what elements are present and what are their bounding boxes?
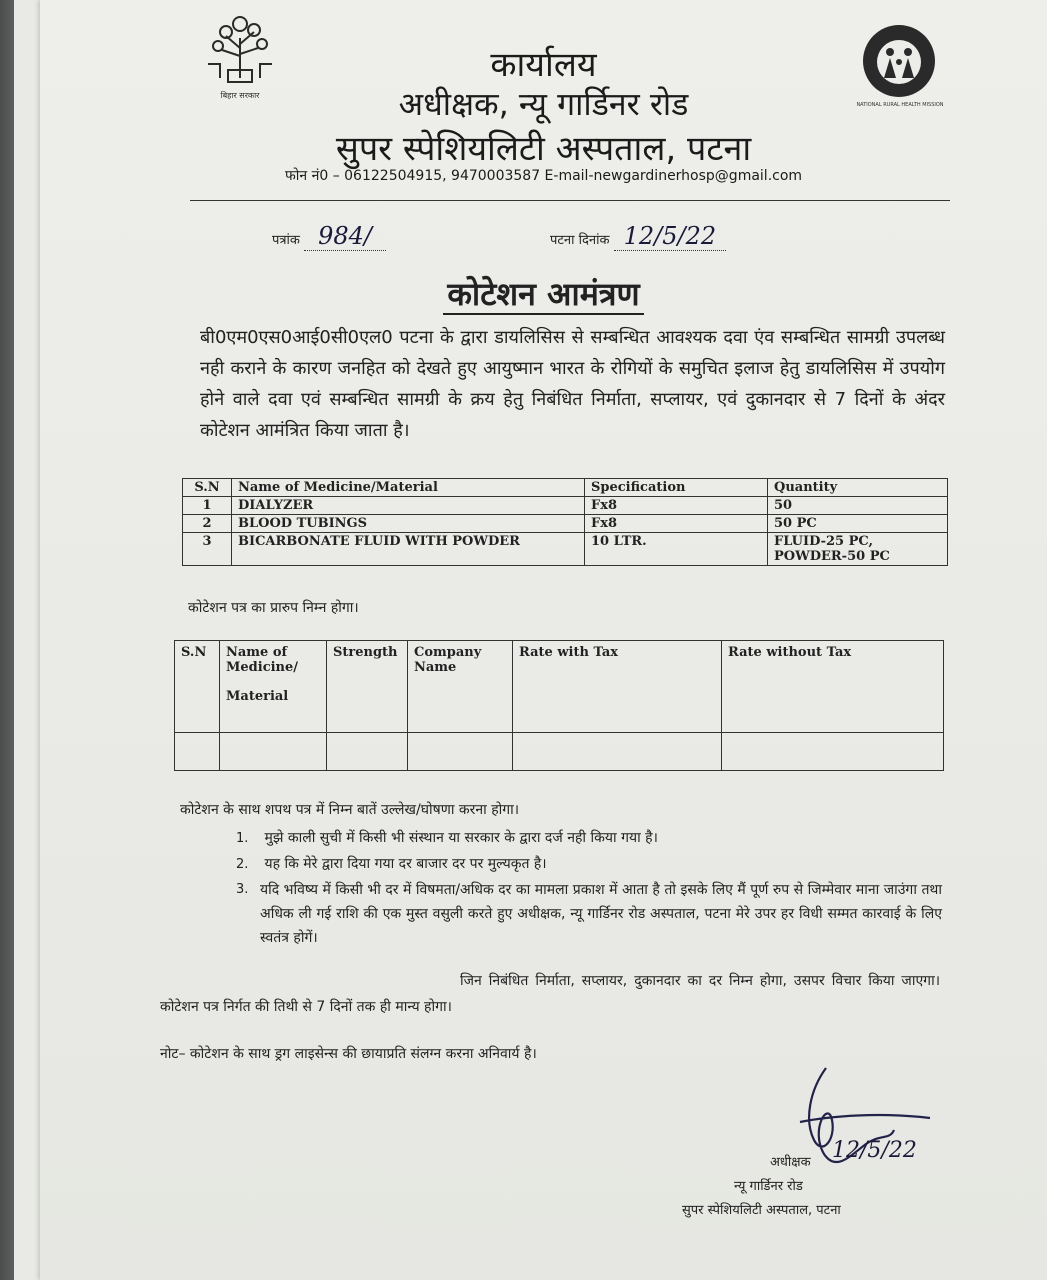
format-name xyxy=(220,641,327,733)
letter-no-value: 984/ xyxy=(304,222,386,251)
document-title xyxy=(40,272,1047,315)
format-name-line3: Material xyxy=(226,689,289,704)
letter-no-label: पत्रांक xyxy=(272,233,300,248)
authority-heading: अधीक्षक, न्यू गार्डिनर रोड xyxy=(398,85,689,123)
cell-qty: 50 PC xyxy=(768,515,948,533)
document-title-text: कोटेशन आमंत्रण xyxy=(443,275,643,315)
header-quantity: Quantity xyxy=(768,479,948,497)
format-company xyxy=(408,641,513,733)
point-text: यह कि मेरे द्वारा दिया गया दर बाजार दर पर मुल्यकृत है। xyxy=(264,856,547,872)
cell-name: BICARBONATE FLUID WITH POWDER xyxy=(232,533,585,566)
signatory-office: न्यू गार्डिनर रोड xyxy=(734,1179,803,1194)
point-text: मुझे काली सुची में किसी भी संस्थान या सरकार के द्वारा दर्ज नही किया गया है। xyxy=(264,830,658,846)
blank-cell xyxy=(513,733,722,771)
header-specification: Specification xyxy=(585,479,768,497)
cell-spec: 10 LTR. xyxy=(585,533,768,566)
declaration-point-2 xyxy=(236,852,547,877)
cell-spec: Fx8 xyxy=(585,497,768,515)
header-name: Name of Medicine/Material xyxy=(232,479,585,497)
blank-cell xyxy=(722,733,944,771)
point-number: 2. xyxy=(236,857,249,872)
format-company-line1: Company xyxy=(414,645,482,660)
contact-line: फोन नं0 – 06122504915, 9470003587 E-mail-newgardinerhosp@gmail.com xyxy=(284,168,803,184)
letter-date xyxy=(550,222,726,250)
format-header-row xyxy=(175,641,944,733)
office-heading: कार्यालय xyxy=(490,45,597,85)
table-row xyxy=(183,533,948,566)
format-company-line2: Name xyxy=(414,660,457,675)
format-name-line1: Name of xyxy=(226,645,288,660)
signature-date: 12/5/22 xyxy=(832,1138,917,1163)
cell-qty: 50 xyxy=(768,497,948,515)
letter-number xyxy=(272,222,386,250)
format-label: कोटेशन पत्र का प्रारुप निम्न होगा। xyxy=(188,600,359,616)
cell-qty xyxy=(768,533,948,566)
document-page xyxy=(40,0,1047,1280)
point-number: 1. xyxy=(236,831,249,846)
date-value: 12/5/22 xyxy=(614,222,727,251)
closing-paragraph: जिन निबंधित निर्माता, सप्लायर, दुकानदार का दर निम्न होगा, उसपर विचार किया जाएगा। कोटेशन पत्र निर्गत की तिथी से 7 दिनों तक ही मान्य होगा। xyxy=(160,973,940,1015)
table-row xyxy=(183,515,948,533)
quotation-format-table xyxy=(174,640,944,771)
cell-name: DIALYZER xyxy=(232,497,585,515)
declaration-point-3 xyxy=(236,878,942,950)
qty-powder: POWDER-50 PC xyxy=(774,549,890,564)
format-sn: S.N xyxy=(175,641,220,733)
hospital-heading: सुपर स्पेशियलिटी अस्पताल, पटना xyxy=(335,129,752,169)
cell-spec: Fx8 xyxy=(585,515,768,533)
table-header-row xyxy=(183,479,948,497)
blank-cell xyxy=(327,733,408,771)
cell-sn: 1 xyxy=(183,497,232,515)
blank-cell xyxy=(220,733,327,771)
date-label: पटना दिनांक xyxy=(550,233,610,248)
format-blank-row xyxy=(175,733,944,771)
intro-paragraph: बी0एम0एस0आई0सी0एल0 पटना के द्वारा डायलिसिस से सम्बन्धित आवश्यक दवा एंव सम्बन्धित सामग्री उपलब्ध नही कराने के कारण जनहित को देखते हुए आयुष्मान भारत के रोगियों के समुचित इलाज हेतु डायलिसिस में उपयोग होने वाले दवा एवं सम्बन्धित सामग्री के क्रय हेतु निबंधित निर्माता, सप्लायर, एवं दुकानदार से 7 दिनों के अंदर कोटेशन आमंत्रित किया जाता है। xyxy=(200,327,945,441)
emblem-caption: बिहार सरकार xyxy=(220,91,260,100)
blank-cell xyxy=(408,733,513,771)
format-name-line2: Medicine/ xyxy=(226,660,299,675)
point-text: यदि भविष्य में किसी भी दर में विषमता/अधिक दर का मामला प्रकाश में आता है तो इसके लिए मैं पूर्ण रुप से जिम्मेवार माना जाउंगा तथा अधिक ली गई राशि की एक मुस्त वसुली करते हुए अधीक्षक, न्यू गार्डिनर रोड अस्पताल, पटना मेरे उपर हर विधी सम्मत कारवाई के लिए स्वतंत्र होगें। xyxy=(260,882,942,946)
note-line: नोट– कोटेशन के साथ ड्रग लाइसेन्स की छायाप्रति संलग्न करना अनिवार्य है। xyxy=(160,1046,537,1062)
declaration-intro: कोटेशन के साथ शपथ पत्र में निम्न बातें उल्लेख/घोषणा करना होगा। xyxy=(180,802,520,818)
format-rate-without-tax: Rate without Tax xyxy=(722,641,944,733)
signatory-hospital: सुपर स्पेशियलिटी अस्पताल, पटना xyxy=(682,1203,841,1218)
table-row xyxy=(183,497,948,515)
qty-fluid: FLUID-25 PC, xyxy=(774,534,874,549)
format-rate-with-tax: Rate with Tax xyxy=(513,641,722,733)
cell-name: BLOOD TUBINGS xyxy=(232,515,585,533)
nrhm-caption: NATIONAL RURAL HEALTH MISSION xyxy=(856,102,944,108)
format-strength: Strength xyxy=(327,641,408,733)
header-divider xyxy=(190,200,950,201)
cell-sn: 3 xyxy=(183,533,232,566)
declaration-point-1 xyxy=(236,826,658,851)
header-sn: S.N xyxy=(183,479,232,497)
medicine-table xyxy=(182,478,948,566)
cell-sn: 2 xyxy=(183,515,232,533)
point-number: 3. xyxy=(236,882,249,897)
blank-cell xyxy=(175,733,220,771)
signatory-title: अधीक्षक xyxy=(770,1155,811,1170)
